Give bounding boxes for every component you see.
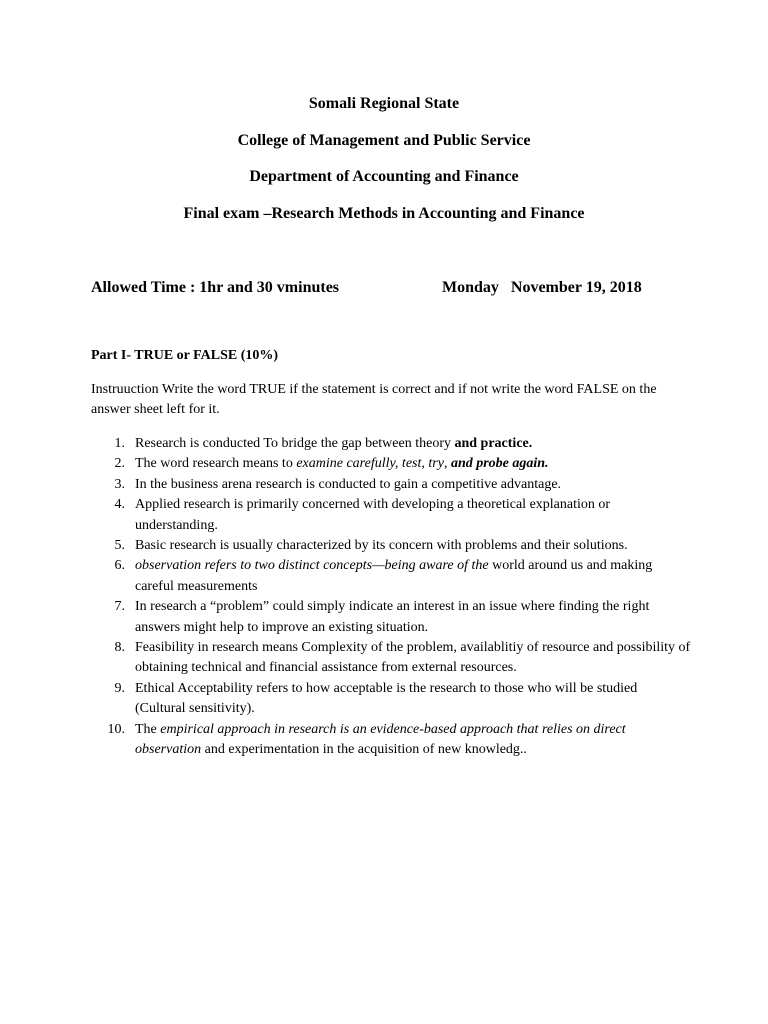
question-item bbox=[91, 597, 691, 638]
question-text-italic: examine carefully, test, try bbox=[296, 456, 444, 472]
question-item bbox=[91, 434, 691, 454]
question-item bbox=[91, 495, 691, 536]
question-number: 7. bbox=[114, 599, 125, 615]
question-number: 5. bbox=[114, 538, 125, 554]
question-text-italic: observation refers to two distinct concepts—being aware of the bbox=[135, 558, 489, 574]
question-item bbox=[91, 556, 691, 597]
question-item bbox=[91, 679, 691, 720]
question-item bbox=[91, 536, 691, 556]
question-text: Applied research is primarily concerned with developing a theoretical explanation or understanding. bbox=[135, 497, 611, 533]
exam-date: Monday November 19, 2018 bbox=[442, 279, 642, 296]
question-text: The word research means to bbox=[135, 456, 297, 472]
exam-title: Final exam –Research Methods in Accounting and Finance bbox=[183, 205, 585, 222]
question-item bbox=[91, 720, 691, 761]
question-text-bold-italic: and probe again. bbox=[450, 456, 549, 472]
question-text: , bbox=[443, 456, 451, 472]
question-number: 8. bbox=[114, 640, 125, 656]
question-text: Basic research is usually characterized by its concern with problems and their solutions. bbox=[135, 538, 628, 554]
question-number: 4. bbox=[114, 497, 125, 513]
question-text: world around us and making careful measurements bbox=[135, 558, 653, 594]
question-text: In research a “problem” could simply indicate an interest in an issue where finding the right answers might help to improve an existing situation. bbox=[135, 599, 650, 635]
department-title: Department of Accounting and Finance bbox=[249, 168, 519, 185]
question-text: Research is conducted To bridge the gap between theory bbox=[135, 436, 455, 451]
instruction-text: Instruuction Write the word TRUE if the statement is correct and if not write the word FALSE on the answer sheet left for it. bbox=[91, 382, 657, 417]
question-number: 3. bbox=[114, 476, 125, 492]
question-item bbox=[91, 475, 691, 495]
question-text: The bbox=[135, 721, 161, 737]
part-title: Part I- TRUE or FALSE (10%) bbox=[91, 348, 279, 363]
question-text-bold: and practice. bbox=[454, 436, 533, 451]
question-text: Feasibility in research means Complexity of the problem, availablitiy of resource and possibility of obtaining technical and financial assistance from external resources. bbox=[135, 640, 691, 676]
question-item bbox=[91, 638, 691, 679]
question-number: 1. bbox=[114, 436, 125, 451]
question-item bbox=[91, 454, 691, 474]
question-number: 6. bbox=[114, 558, 125, 574]
question-text: Ethical Acceptability refers to how acceptable is the research to those who will be studied (Cultural sensitivity). bbox=[135, 680, 638, 717]
allowed-time: Allowed Time : 1hr and 30 vminutes bbox=[91, 279, 340, 296]
region-title: Somali Regional State bbox=[308, 95, 460, 112]
question-number: 9. bbox=[114, 680, 125, 696]
question-number: 2. bbox=[114, 456, 125, 472]
question-text-italic: empirical approach in research is an evidence-based approach that relies on direct observation bbox=[135, 721, 626, 758]
question-list bbox=[91, 434, 691, 761]
question-text: In the business arena research is conducted to gain a competitive advantage. bbox=[135, 476, 562, 492]
question-number: 10. bbox=[107, 721, 125, 737]
question-text: and experimentation in the acquisition of new knowledg.. bbox=[201, 742, 527, 758]
college-title: College of Management and Public Service bbox=[237, 132, 531, 149]
